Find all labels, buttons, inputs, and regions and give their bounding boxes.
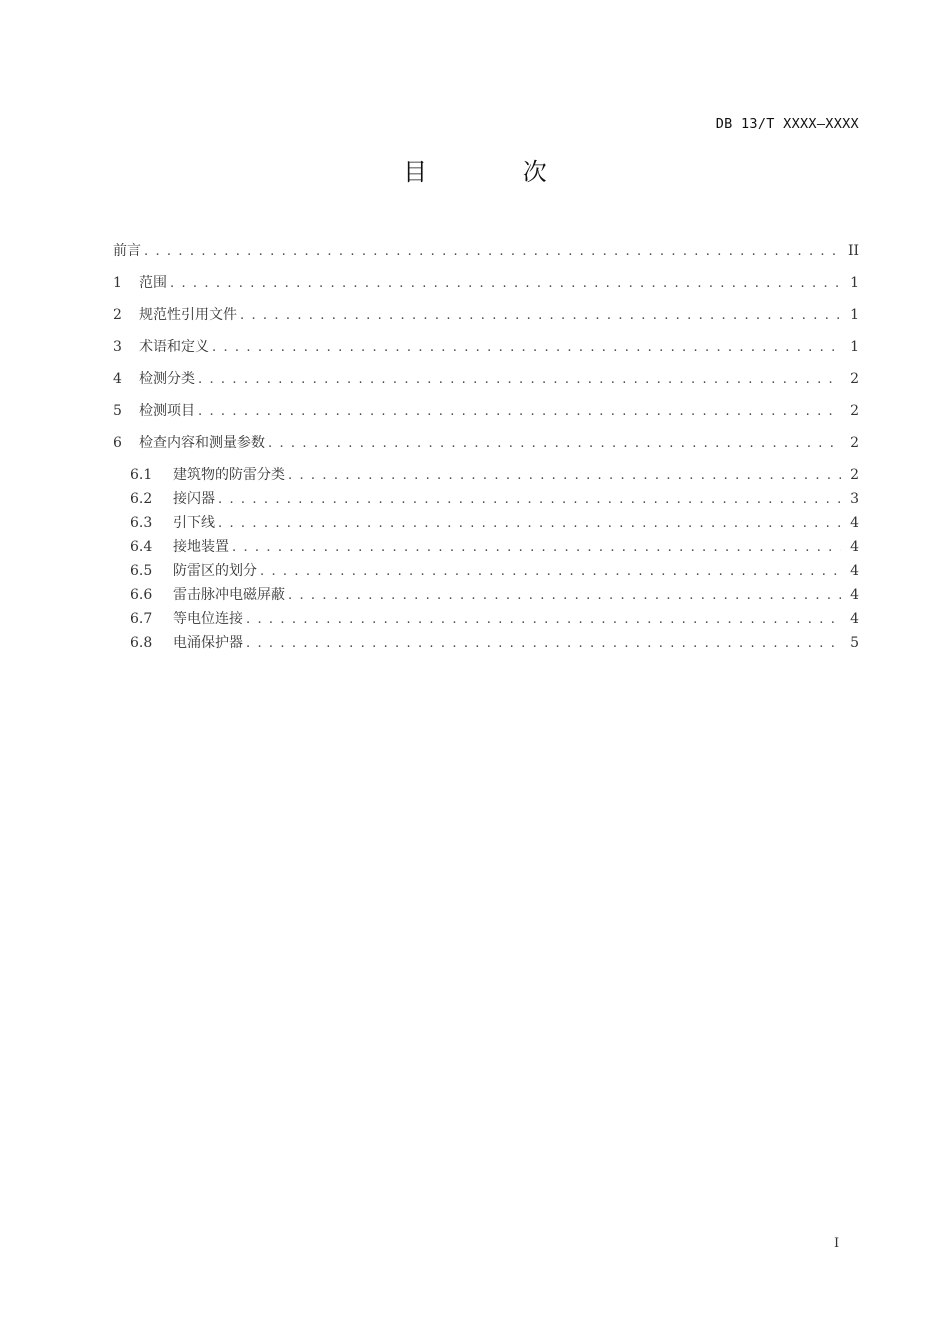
toc-entry-label: 检测分类 xyxy=(139,371,195,387)
toc-entry[interactable] xyxy=(113,536,859,560)
toc-entry[interactable] xyxy=(113,512,859,536)
toc-entry-number: 5 xyxy=(113,403,122,419)
toc-entry-label: 检查内容和测量参数 xyxy=(139,435,265,451)
toc-entry-label: 规范性引用文件 xyxy=(139,307,237,323)
toc-entry-number: 6.3 xyxy=(130,515,153,531)
toc-entry[interactable] xyxy=(113,432,859,464)
toc-entry-number: 4 xyxy=(113,371,122,387)
toc-entry-page: 5 xyxy=(850,635,859,651)
toc-entry[interactable] xyxy=(113,488,859,512)
page-title: 目 次 xyxy=(403,158,591,186)
toc-entry-label: 检测项目 xyxy=(139,403,195,419)
toc-entry[interactable] xyxy=(113,240,859,272)
toc-entry-label: 范围 xyxy=(139,275,167,291)
toc-entry-page: 2 xyxy=(850,371,859,387)
toc-entry[interactable] xyxy=(113,368,859,400)
toc-entry-page: 2 xyxy=(850,467,859,483)
toc-entry-page: 2 xyxy=(850,435,859,451)
toc-leader-dots xyxy=(212,340,841,355)
standard-code: DB 13/T XXXX—XXXX xyxy=(715,116,859,132)
toc-entry-page: 4 xyxy=(850,611,859,627)
toc-entry-number: 6.2 xyxy=(130,491,153,507)
toc-leader-dots xyxy=(218,492,841,507)
toc-entry[interactable] xyxy=(113,584,859,608)
toc-entry[interactable] xyxy=(113,464,859,488)
toc-entry-number: 6 xyxy=(113,435,122,451)
toc-entry-page: 1 xyxy=(850,275,859,291)
toc-entry-label: 前言 xyxy=(113,243,141,259)
toc-entry[interactable] xyxy=(113,400,859,432)
toc-entry-page: 3 xyxy=(850,491,859,507)
toc-entry-page: 1 xyxy=(850,307,859,323)
toc-entry-label: 引下线 xyxy=(173,515,215,531)
toc-leader-dots xyxy=(268,436,841,451)
toc-leader-dots xyxy=(246,612,841,627)
toc-leader-dots xyxy=(198,404,841,419)
toc-leader-dots xyxy=(198,372,841,387)
toc-entry[interactable] xyxy=(113,608,859,632)
toc-entry-page: 2 xyxy=(850,403,859,419)
toc-entry-label: 电涌保护器 xyxy=(173,635,243,651)
toc-entry-page: II xyxy=(847,243,859,259)
toc-entry-number: 6.7 xyxy=(130,611,153,627)
toc-entry[interactable] xyxy=(113,304,859,336)
toc-entry-number: 2 xyxy=(113,307,122,323)
toc-entry-label: 雷击脉冲电磁屏蔽 xyxy=(173,587,285,603)
toc-entry-page: 4 xyxy=(850,563,859,579)
toc-entry-label: 接闪器 xyxy=(173,491,215,507)
toc-entry[interactable] xyxy=(113,632,859,656)
toc-entry[interactable] xyxy=(113,272,859,304)
toc-leader-dots xyxy=(246,636,841,651)
table-of-contents xyxy=(113,240,859,656)
toc-entry-number: 6.5 xyxy=(130,563,153,579)
toc-leader-dots xyxy=(260,564,841,579)
toc-entry-number: 3 xyxy=(113,339,122,355)
toc-leader-dots xyxy=(288,468,841,483)
toc-entry-number: 1 xyxy=(113,275,122,291)
toc-entry-label: 等电位连接 xyxy=(173,611,243,627)
toc-leader-dots xyxy=(170,276,841,291)
toc-entry-label: 术语和定义 xyxy=(139,339,209,355)
toc-entry-page: 1 xyxy=(850,339,859,355)
toc-entry-label: 建筑物的防雷分类 xyxy=(173,467,285,483)
toc-leader-dots xyxy=(232,540,841,555)
toc-entry-number: 6.1 xyxy=(130,467,153,483)
toc-entry-page: 4 xyxy=(850,539,859,555)
toc-entry[interactable] xyxy=(113,336,859,368)
page-number: I xyxy=(834,1236,840,1251)
toc-entry-page: 4 xyxy=(850,515,859,531)
toc-leader-dots xyxy=(218,516,841,531)
toc-entry-label: 防雷区的划分 xyxy=(173,563,257,579)
toc-leader-dots xyxy=(288,588,841,603)
toc-entry-label: 接地装置 xyxy=(173,539,229,555)
toc-entry-number: 6.8 xyxy=(130,635,153,651)
toc-leader-dots xyxy=(144,244,841,259)
toc-entry-number: 6.6 xyxy=(130,587,153,603)
toc-leader-dots xyxy=(240,308,841,323)
toc-entry[interactable] xyxy=(113,560,859,584)
toc-entry-number: 6.4 xyxy=(130,539,153,555)
toc-entry-page: 4 xyxy=(850,587,859,603)
